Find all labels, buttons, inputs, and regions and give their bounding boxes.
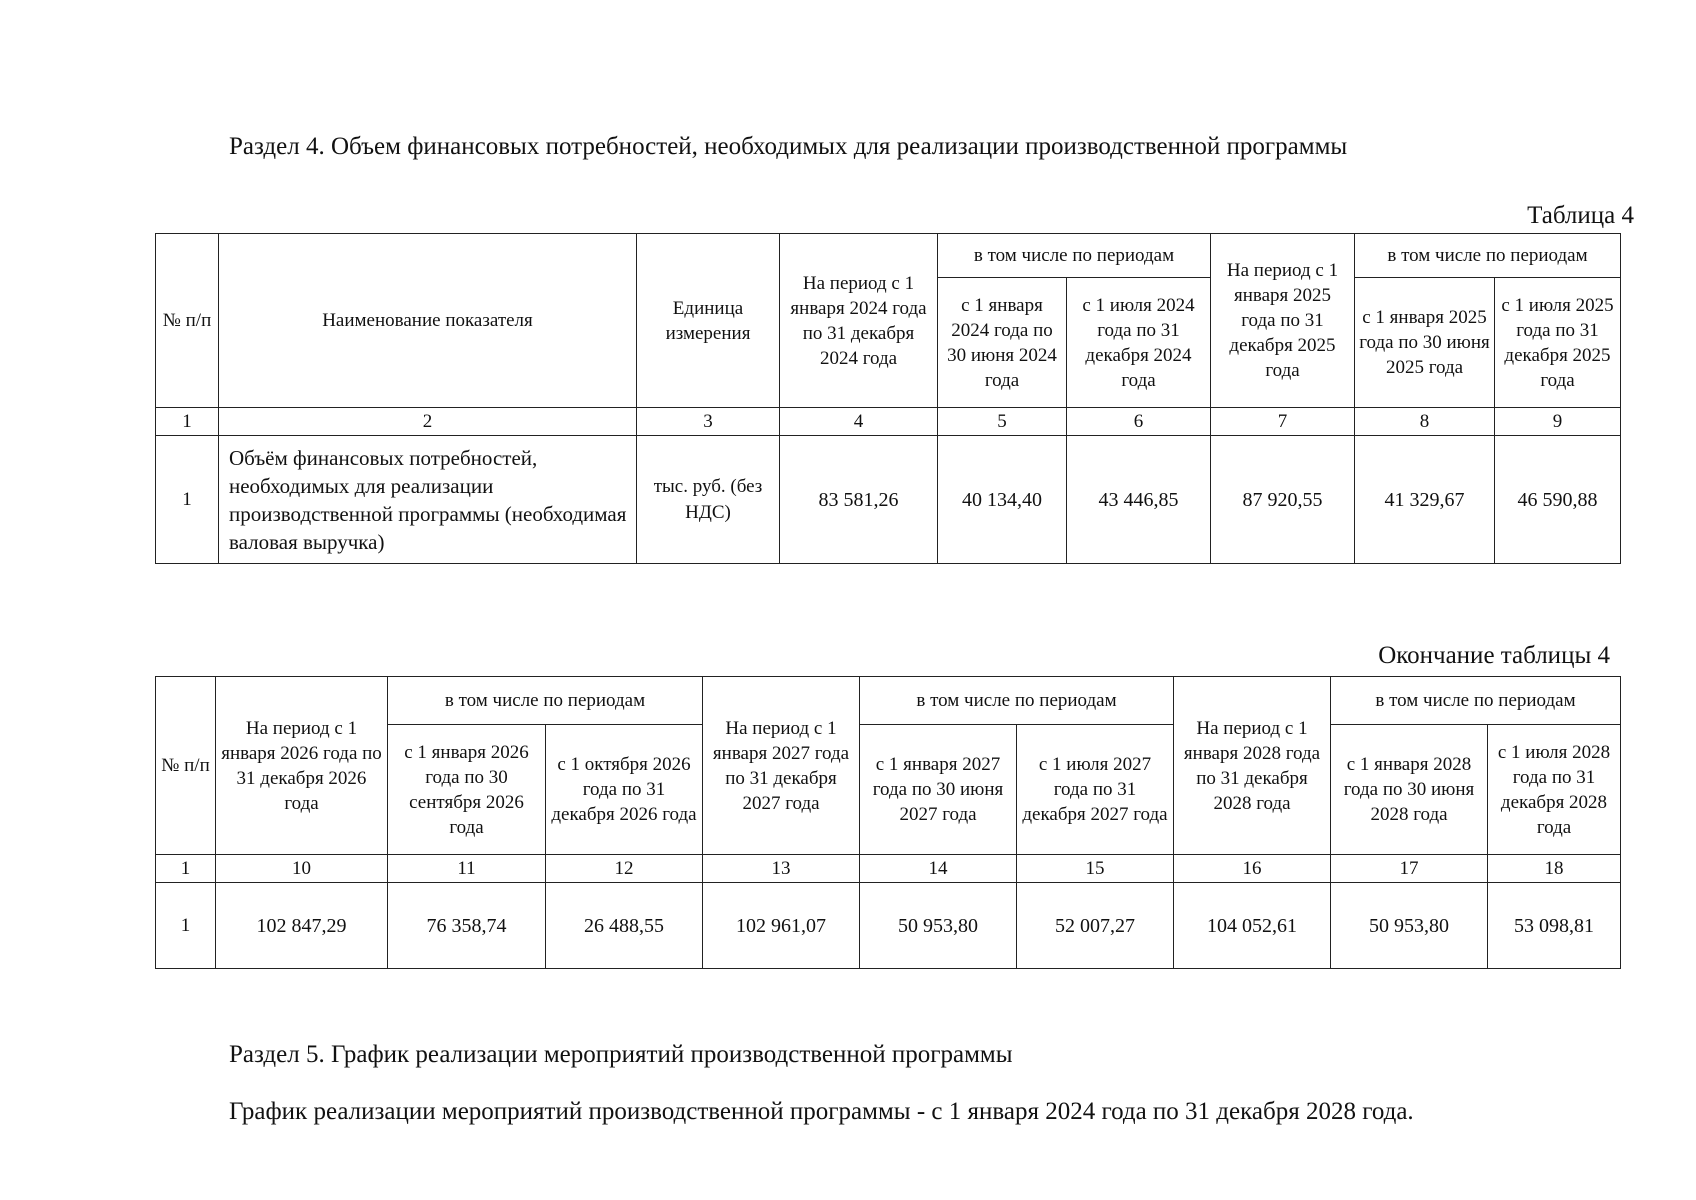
header-group-2024: в том числе по периодам — [938, 234, 1211, 278]
col-number: 9 — [1495, 408, 1621, 436]
header-group-2027: в том числе по периодам — [860, 677, 1174, 725]
header-unit: Единица измерения — [637, 234, 780, 408]
value-h2-2027: 52 007,27 — [1017, 883, 1174, 969]
table-row — [156, 883, 1621, 969]
header-period-2026: На период с 1 января 2026 года по 31 декабря 2026 года — [216, 677, 388, 855]
value-h1-2025: 41 329,67 — [1355, 436, 1495, 564]
col-number: 2 — [219, 408, 637, 436]
col-number: 18 — [1488, 855, 1621, 883]
section-5-title: Раздел 5. График реализации мероприятий производственной программы — [229, 1041, 1013, 1068]
header-h2-2025: с 1 июля 2025 года по 31 декабря 2025 года — [1495, 278, 1621, 408]
table-4-continuation — [155, 676, 1621, 969]
value-h2-2024: 43 446,85 — [1067, 436, 1211, 564]
table-4-end-caption: Окончание таблицы 4 — [1378, 642, 1610, 669]
header-name: Наименование показателя — [219, 234, 637, 408]
col-number: 14 — [860, 855, 1017, 883]
header-p1-2026: с 1 января 2026 года по 30 сентября 2026 года — [388, 725, 546, 855]
header-period-2025: На период с 1 января 2025 года по 31 декабря 2025 года — [1211, 234, 1355, 408]
header-h2-2024: с 1 июля 2024 года по 31 декабря 2024 года — [1067, 278, 1211, 408]
col-number: 12 — [546, 855, 703, 883]
value-h1-2028: 50 953,80 — [1331, 883, 1488, 969]
col-number: 6 — [1067, 408, 1211, 436]
value-h2-2028: 53 098,81 — [1488, 883, 1621, 969]
value-period-2026: 102 847,29 — [216, 883, 388, 969]
header-period-2024: На период с 1 января 2024 года по 31 декабря 2024 года — [780, 234, 938, 408]
value-h1-2027: 50 953,80 — [860, 883, 1017, 969]
header-h2-2028: с 1 июля 2028 года по 31 декабря 2028 года — [1488, 725, 1621, 855]
col-number: 16 — [1174, 855, 1331, 883]
row-unit: тыс. руб. (без НДС) — [637, 436, 780, 564]
col-number: 15 — [1017, 855, 1174, 883]
header-num: № п/п — [156, 677, 216, 855]
header-p2-2026: с 1 октября 2026 года по 31 декабря 2026 года — [546, 725, 703, 855]
header-period-2028: На период с 1 января 2028 года по 31 декабря 2028 года — [1174, 677, 1331, 855]
value-h1-2024: 40 134,40 — [938, 436, 1067, 564]
section-5-text: График реализации мероприятий производственной программы - с 1 января 2024 года по 31 декабря 2028 года. — [229, 1098, 1414, 1125]
value-period-2025: 87 920,55 — [1211, 436, 1355, 564]
row-num: 1 — [156, 436, 219, 564]
table-4 — [155, 233, 1621, 564]
value-h2-2025: 46 590,88 — [1495, 436, 1621, 564]
header-group-2025: в том числе по периодам — [1355, 234, 1621, 278]
col-number: 4 — [780, 408, 938, 436]
row-num: 1 — [156, 883, 216, 969]
value-period-2028: 104 052,61 — [1174, 883, 1331, 969]
row-indicator-name: Объём финансовых потребностей, необходимых для реализации производственной программы (необходимая валовая выручка) — [219, 436, 637, 564]
col-number: 10 — [216, 855, 388, 883]
value-p2-2026: 26 488,55 — [546, 883, 703, 969]
table-row — [156, 436, 1621, 564]
col-number: 1 — [156, 855, 216, 883]
col-number: 3 — [637, 408, 780, 436]
col-number: 1 — [156, 408, 219, 436]
section-4-title: Раздел 4. Объем финансовых потребностей, необходимых для реализации производственной программы — [229, 133, 1348, 160]
column-numbers-row — [156, 408, 1621, 436]
col-number: 13 — [703, 855, 860, 883]
value-p1-2026: 76 358,74 — [388, 883, 546, 969]
header-h1-2024: с 1 января 2024 года по 30 июня 2024 года — [938, 278, 1067, 408]
header-h1-2027: с 1 января 2027 года по 30 июня 2027 года — [860, 725, 1017, 855]
col-number: 11 — [388, 855, 546, 883]
col-number: 5 — [938, 408, 1067, 436]
header-period-2027: На период с 1 января 2027 года по 31 декабря 2027 года — [703, 677, 860, 855]
col-number: 7 — [1211, 408, 1355, 436]
col-number: 8 — [1355, 408, 1495, 436]
header-h2-2027: с 1 июля 2027 года по 31 декабря 2027 года — [1017, 725, 1174, 855]
column-numbers-row — [156, 855, 1621, 883]
header-h1-2028: с 1 января 2028 года по 30 июня 2028 года — [1331, 725, 1488, 855]
header-group-2026: в том числе по периодам — [388, 677, 703, 725]
value-period-2027: 102 961,07 — [703, 883, 860, 969]
header-h1-2025: с 1 января 2025 года по 30 июня 2025 года — [1355, 278, 1495, 408]
header-num: № п/п — [156, 234, 219, 408]
header-group-2028: в том числе по периодам — [1331, 677, 1621, 725]
value-period-2024: 83 581,26 — [780, 436, 938, 564]
col-number: 17 — [1331, 855, 1488, 883]
table-4-caption: Таблица 4 — [1527, 202, 1634, 229]
